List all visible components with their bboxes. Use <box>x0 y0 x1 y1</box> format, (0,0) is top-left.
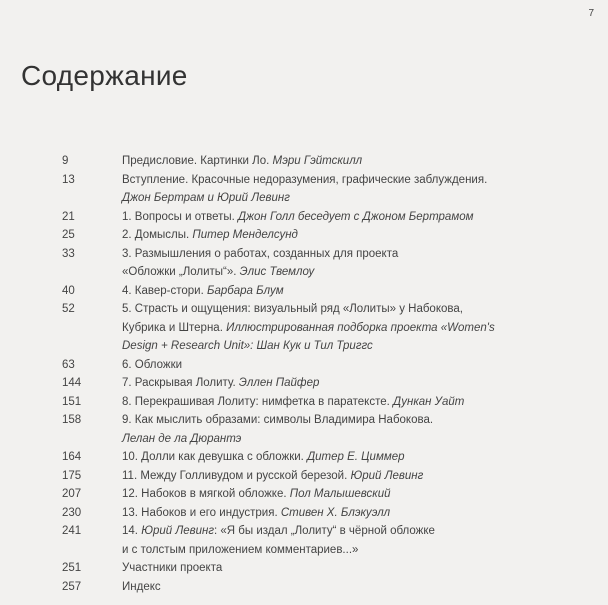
toc-entry-page-number: 40 <box>62 284 75 297</box>
toc-entry <box>0 578 608 597</box>
table-of-contents <box>0 152 608 596</box>
toc-entry-author: Юрий Левинг <box>350 469 424 482</box>
toc-entry-text <box>122 504 492 523</box>
toc-entry-plain-text: 14. <box>122 525 142 537</box>
toc-entry <box>0 467 608 486</box>
toc-entry <box>0 485 608 504</box>
toc-entry-page-number: 144 <box>62 377 82 389</box>
toc-entry-author: Юрий Левинг <box>141 525 215 537</box>
toc-entry-line <box>122 578 492 597</box>
toc-entry <box>0 559 608 578</box>
toc-entry-page-number: 63 <box>62 358 75 371</box>
toc-entry-text <box>122 393 492 412</box>
toc-entry-line <box>122 171 492 190</box>
toc-entry <box>0 300 608 356</box>
toc-entry <box>0 374 608 393</box>
toc-entry-plain-text: «Обложки „Лолиты“». <box>122 266 240 278</box>
page-title: Содержание <box>21 60 188 91</box>
toc-entry-author: Элис Твемлоу <box>239 266 315 278</box>
toc-entry-line <box>122 300 492 319</box>
toc-entry-page-number: 175 <box>62 469 82 482</box>
toc-entry <box>0 522 608 559</box>
toc-entry-line <box>122 467 492 486</box>
toc-entry-author: Лелан де ла Дюрантэ <box>122 432 242 445</box>
toc-entry-line <box>122 226 492 245</box>
toc-entry <box>0 152 608 171</box>
toc-entry-author: Дитер Е. Циммер <box>307 451 405 463</box>
toc-entry-line <box>122 152 492 171</box>
toc-entry-plain-text: и с толстым приложением комментариев...» <box>122 543 359 556</box>
toc-entry-line <box>122 245 492 264</box>
toc-entry-line <box>122 337 492 356</box>
toc-entry-text <box>122 485 492 504</box>
toc-entry-author: Джон Голл беседует с Джоном Бертрамом <box>238 210 474 223</box>
toc-entry <box>0 504 608 523</box>
toc-entry <box>0 282 608 301</box>
toc-entry-page-number: 21 <box>62 210 75 223</box>
page-number: 7 <box>588 8 594 19</box>
toc-entry-author: Барбара Блум <box>206 284 284 297</box>
toc-entry <box>0 208 608 227</box>
toc-entry-text <box>122 467 492 486</box>
toc-entry <box>0 226 608 245</box>
toc-entry-text <box>122 226 492 245</box>
toc-entry-line <box>122 411 492 430</box>
toc-entry-line <box>122 282 492 301</box>
toc-entry-plain-text: Индекс <box>122 580 161 593</box>
toc-entry <box>0 411 608 448</box>
toc-entry-page-number: 158 <box>62 414 82 426</box>
toc-entry-plain-tail: : «Я бы издал „Лолиту“ в чёрной обложке <box>214 525 435 537</box>
toc-entry-page-number: 251 <box>62 562 82 574</box>
toc-entry-line <box>122 485 492 504</box>
toc-entry-text <box>122 171 492 208</box>
toc-entry-author: Дункан Уайт <box>393 395 465 408</box>
toc-entry-line <box>122 319 495 338</box>
toc-entry-author: Джон Бертрам и Юрий Левинг <box>122 192 290 204</box>
toc-entry-text <box>122 356 492 375</box>
toc-entry-text <box>122 522 492 559</box>
toc-entry-page-number: 13 <box>62 173 75 186</box>
toc-entry-plain-text: Предисловие. Картинки Ло. <box>122 155 273 167</box>
toc-entry-line <box>122 208 492 227</box>
toc-entry-page-number: 164 <box>62 451 82 463</box>
toc-entry-plain-text: 11. Между Голливудом и русской березой. <box>122 469 351 482</box>
toc-entry-text <box>122 300 495 356</box>
toc-entry-author: Design + Research Unit»: Шан Кук и Тил Триггс <box>122 340 373 352</box>
toc-entry <box>0 245 608 282</box>
toc-entry-author: Стивен Х. Блэкуэлл <box>280 506 391 519</box>
toc-entry-author: Мэри Гэйтскилл <box>272 155 363 167</box>
toc-entry-plain-text: 8. Перекрашивая Лолиту: нимфетка в паратексте. <box>122 395 394 408</box>
toc-entry-plain-text: 5. Страсть и ощущения: визуальный ряд «Лолиты» у Набокова, <box>122 303 463 315</box>
toc-entry-text <box>122 282 492 301</box>
toc-entry-page-number: 257 <box>62 580 82 593</box>
toc-entry-page-number: 33 <box>62 247 75 260</box>
toc-entry-text <box>122 374 492 393</box>
toc-entry-line <box>122 448 492 467</box>
toc-entry-line <box>122 522 492 541</box>
toc-entry-text <box>122 448 492 467</box>
toc-entry-author: Иллюстрированная подборка проекта «Women's <box>226 321 495 334</box>
toc-entry-line <box>122 393 492 412</box>
toc-entry-page-number: 25 <box>62 229 75 241</box>
toc-entry-plain-text: 7. Раскрывая Лолиту. <box>122 377 239 389</box>
toc-entry-plain-text: 10. Долли как девушка с обложки. <box>122 451 308 463</box>
toc-entry-plain-text: 3. Размышления о работах, созданных для проекта <box>122 247 399 260</box>
toc-entry-author: Пол Малышевский <box>289 488 391 500</box>
toc-entry-plain-text: Кубрика и Штерна. <box>122 321 227 334</box>
toc-entry-text <box>122 152 492 171</box>
toc-entry-page-number: 151 <box>62 395 82 408</box>
toc-entry-plain-text: 12. Набоков в мягкой обложке. <box>122 488 290 500</box>
toc-entry-text <box>122 245 492 282</box>
toc-entry-line <box>122 189 492 208</box>
toc-entry-plain-text: Вступление. Красочные недоразумения, графические заблуждения. <box>122 173 488 186</box>
toc-entry-page-number: 52 <box>62 303 75 315</box>
toc-entry-page-number: 207 <box>62 488 82 500</box>
toc-entry-line <box>122 263 492 282</box>
toc-entry-plain-text: Участники проекта <box>122 562 223 574</box>
toc-entry-page-number: 241 <box>62 525 82 537</box>
toc-entry <box>0 171 608 208</box>
toc-entry-author: Эллен Пайфер <box>238 377 320 389</box>
toc-entry-line <box>122 559 492 578</box>
toc-entry-plain-text: 2. Домыслы. <box>122 229 193 241</box>
toc-entry <box>0 448 608 467</box>
toc-entry-plain-text: 13. Набоков и его индустрия. <box>122 506 281 519</box>
toc-entry-plain-text: 6. Обложки <box>122 358 183 371</box>
toc-entry-plain-text: 9. Как мыслить образами: символы Владимира Набокова. <box>122 414 434 426</box>
toc-entry-line <box>122 430 492 449</box>
toc-entry-text <box>122 411 492 448</box>
toc-entry-author: Питер Менделсунд <box>192 229 298 241</box>
toc-entry-page-number: 230 <box>62 506 82 519</box>
toc-entry-line <box>122 504 492 523</box>
toc-entry-text <box>122 578 492 597</box>
toc-entry-line <box>122 541 492 560</box>
toc-entry-text <box>122 208 492 227</box>
toc-entry-text <box>122 559 492 578</box>
toc-entry <box>0 393 608 412</box>
toc-entry-plain-text: 4. Кавер-стори. <box>122 284 207 297</box>
toc-entry-line <box>122 356 492 375</box>
toc-entry-plain-text: 1. Вопросы и ответы. <box>122 210 239 223</box>
toc-entry-page-number: 9 <box>62 155 69 167</box>
toc-entry-line <box>122 374 492 393</box>
toc-entry <box>0 356 608 375</box>
